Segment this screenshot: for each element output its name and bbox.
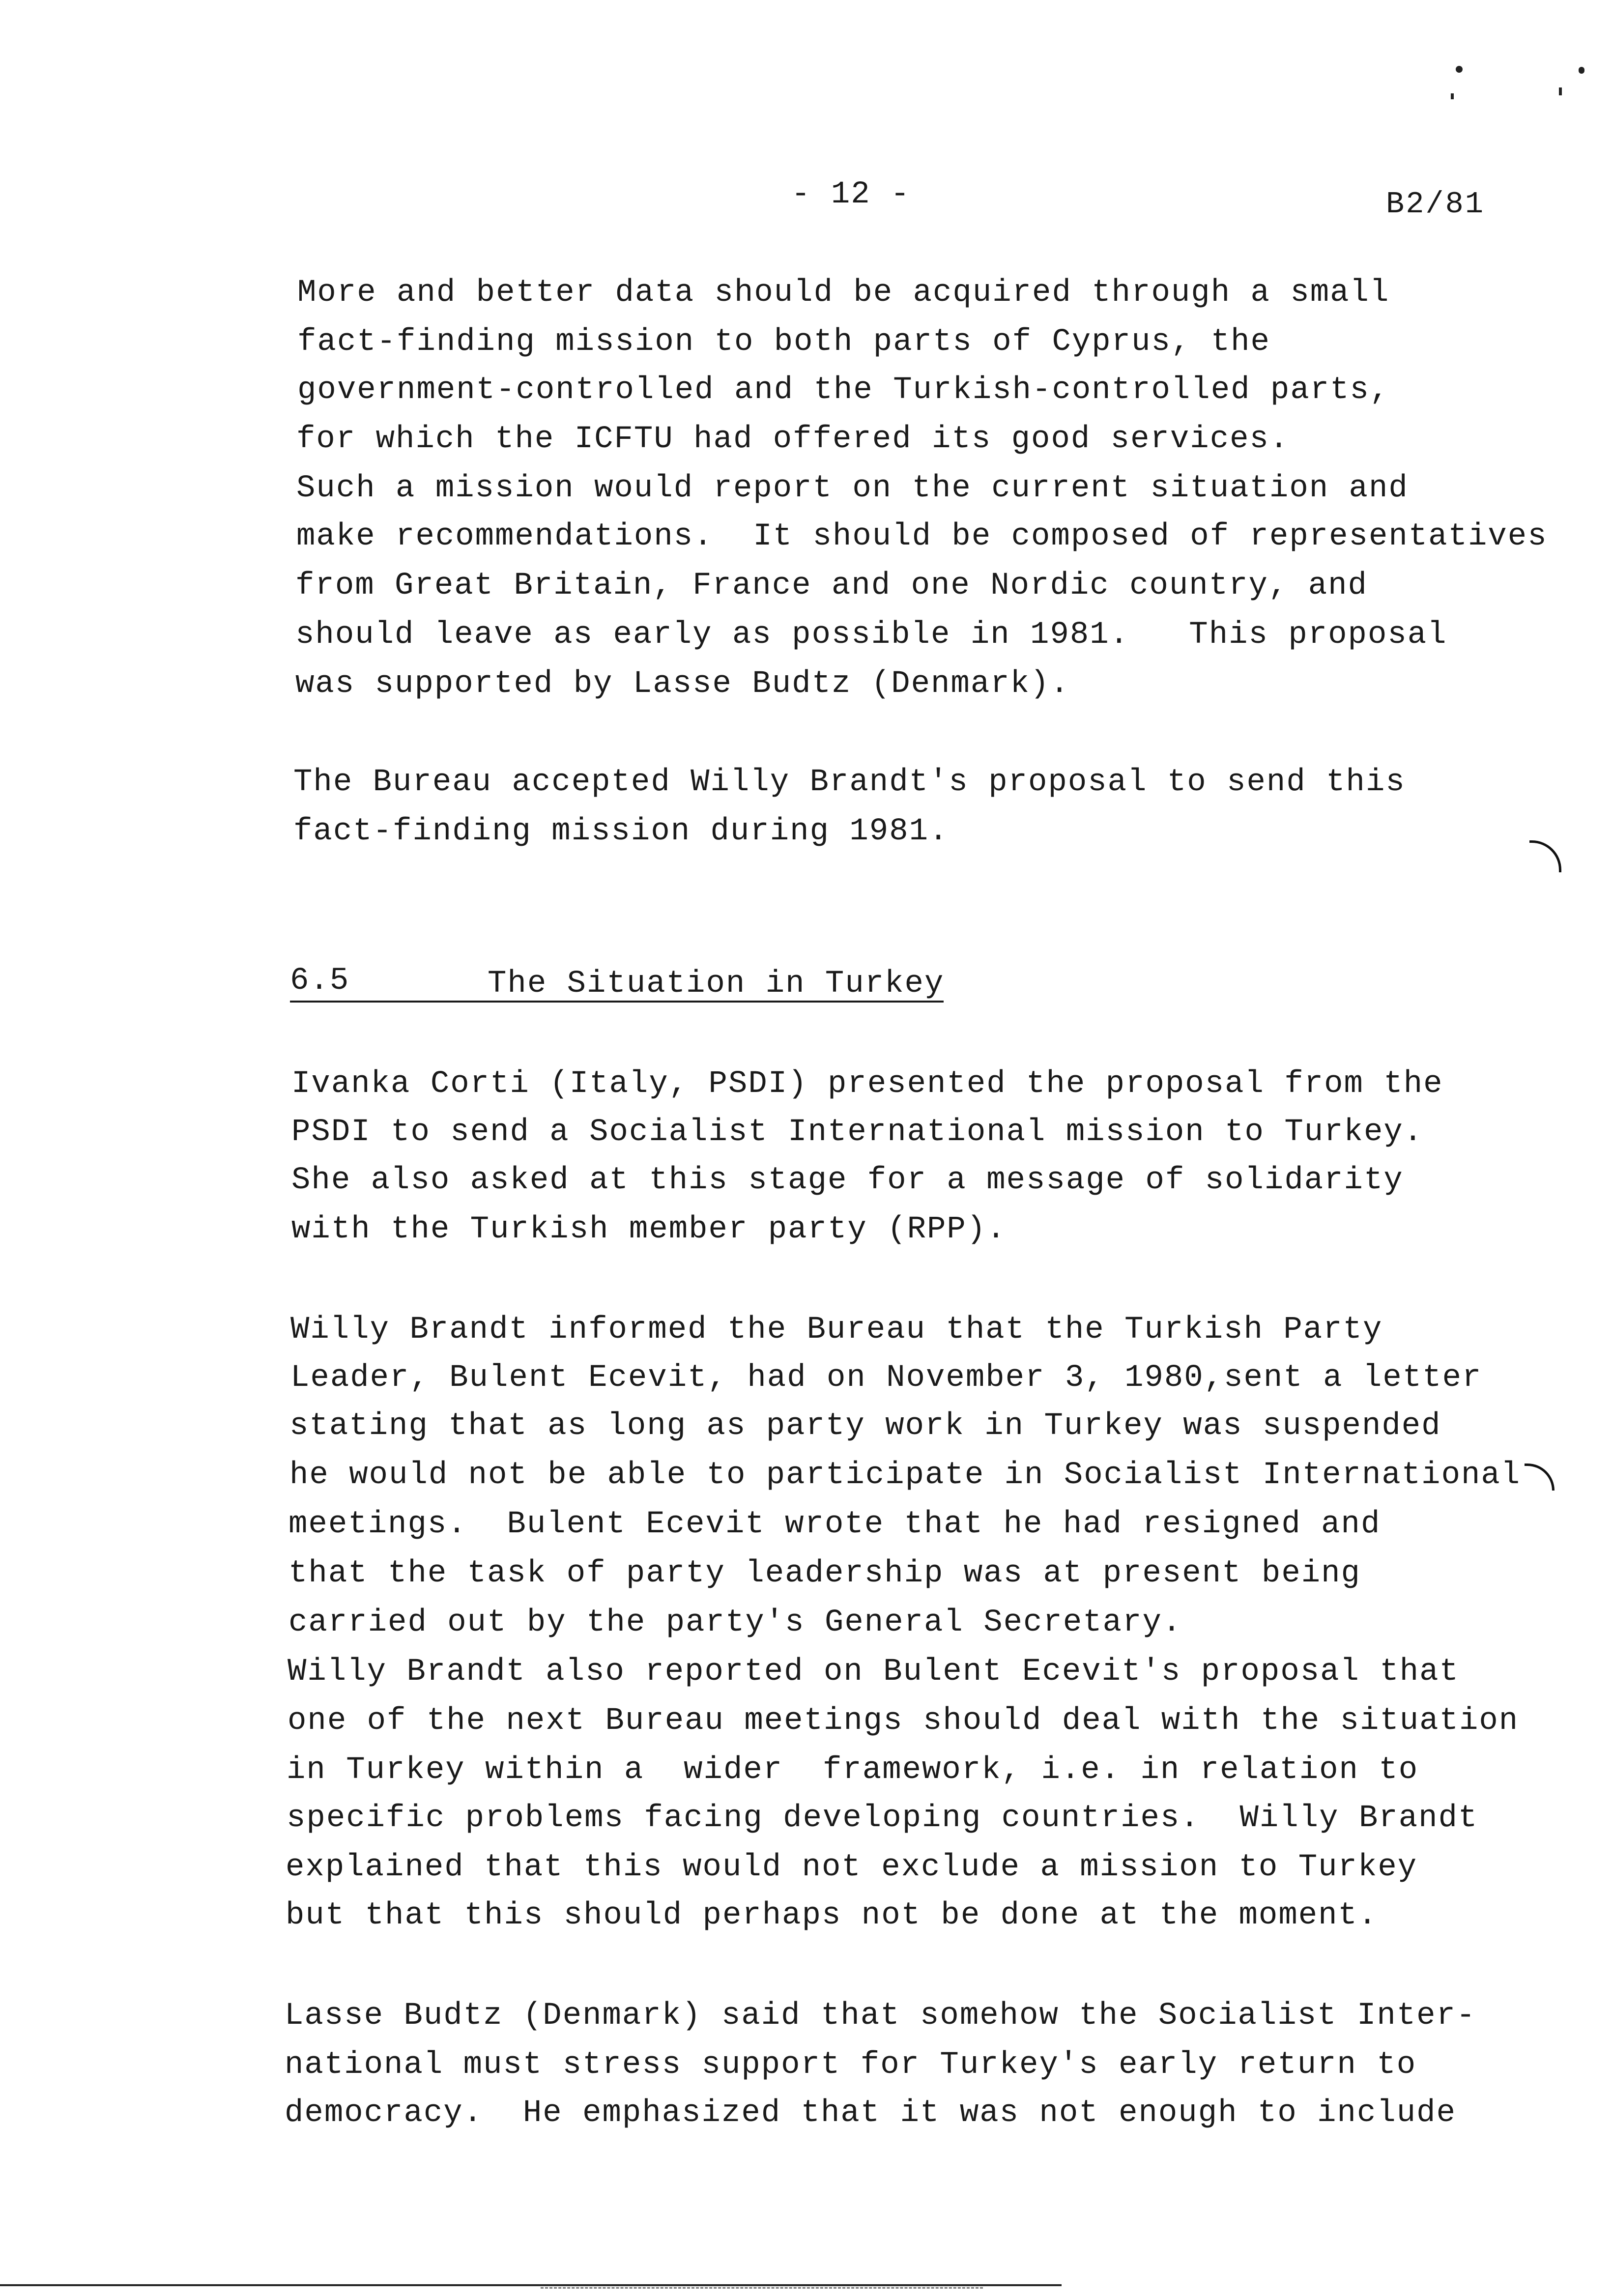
text-line: More and better data should be acquired through a small xyxy=(297,275,1390,311)
page-number: - 12 - xyxy=(791,177,911,212)
text-line: in Turkey within a wider framework, i.e. in relation to xyxy=(287,1752,1419,1788)
text-line: She also asked at this stage for a message of solidarity xyxy=(291,1163,1404,1198)
text-line: from Great Britain, France and one Nordic country, and xyxy=(295,568,1368,603)
section-number: 6.5 xyxy=(290,963,350,999)
text-line: was supported by Lasse Budtz (Denmark). xyxy=(295,666,1070,702)
text-line: carried out by the party's General Secretary. xyxy=(288,1605,1182,1640)
margin-bracket-mark xyxy=(1525,1464,1554,1491)
text-line: specific problems facing developing countries. Willy Brandt xyxy=(287,1801,1478,1836)
text-line: explained that this would not exclude a mission to Turkey xyxy=(286,1850,1418,1885)
text-line: stating that as long as party work in Turkey was suspended xyxy=(289,1408,1441,1444)
text-line: Willy Brandt informed the Bureau that the Turkish Party xyxy=(290,1312,1383,1348)
text-line: government-controlled and the Turkish-controlled parts, xyxy=(297,373,1390,408)
text-line: that the task of party leadership was at present being xyxy=(288,1556,1361,1591)
text-line: one of the next Bureau meetings should deal with the situation xyxy=(288,1703,1519,1739)
scan-speck xyxy=(1559,87,1562,95)
text-line: he would not be able to participate in Socialist International xyxy=(289,1458,1521,1493)
text-line: Lasse Budtz (Denmark) said that somehow the Socialist Inter- xyxy=(285,1998,1476,2034)
text-line: fact-finding mission to both parts of Cyprus, the xyxy=(297,324,1270,360)
text-line: with the Turkish member party (RPP). xyxy=(291,1212,1007,1247)
scan-speck xyxy=(1451,93,1454,99)
text-line: Willy Brandt also reported on Bulent Ecevit's proposal that xyxy=(288,1654,1459,1690)
text-line: national must stress support for Turkey's early return to xyxy=(285,2047,1417,2083)
text-line: Such a mission would report on the current situation and xyxy=(296,471,1409,506)
text-line: fact-finding mission during 1981. xyxy=(293,814,949,849)
text-line: make recommendations. It should be composed of representatives xyxy=(296,519,1548,554)
text-line: for which the ICFTU had offered its good services. xyxy=(296,422,1290,457)
text-line: meetings. Bulent Ecevit wrote that he had resigned and xyxy=(288,1507,1381,1542)
scan-speck xyxy=(1456,66,1463,73)
text-line: PSDI to send a Socialist International mission to Turkey. xyxy=(291,1115,1424,1150)
document-reference: B2/81 xyxy=(1386,187,1485,222)
scan-speck xyxy=(1579,67,1584,74)
text-line: but that this should perhaps not be done at the moment. xyxy=(286,1898,1378,1933)
text-line: The Bureau accepted Willy Brandt's proposal to send this xyxy=(293,765,1406,800)
text-line: Ivanka Corti (Italy, PSDI) presented the proposal from the xyxy=(291,1066,1443,1102)
bottom-edge-dashes xyxy=(541,2287,983,2289)
section-title: The Situation in Turkey xyxy=(488,966,945,1002)
text-line: democracy. He emphasized that it was not enough to include xyxy=(285,2095,1456,2131)
text-line: Leader, Bulent Ecevit, had on November 3, 1980,sent a letter xyxy=(290,1360,1482,1396)
text-line: should leave as early as possible in 1981. This proposal xyxy=(295,617,1447,653)
bottom-edge-rule xyxy=(0,2284,1062,2286)
margin-bracket-mark xyxy=(1529,840,1561,872)
